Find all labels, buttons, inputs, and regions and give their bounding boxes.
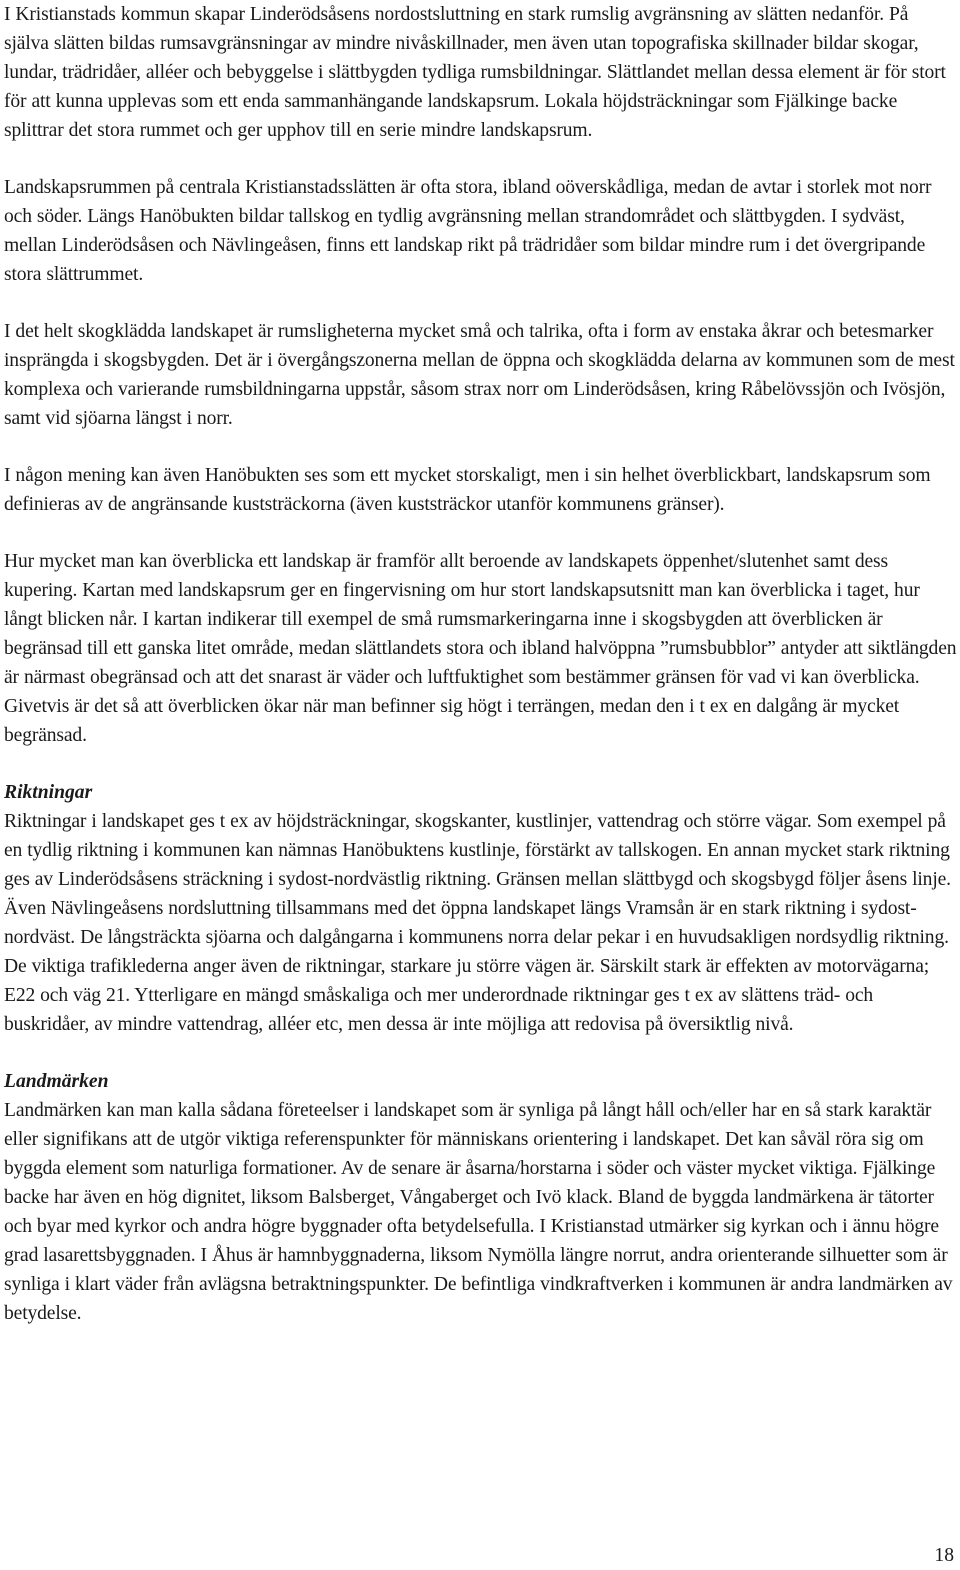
section-text-landmarken: Landmärken kan man kalla sådana företeelser i landskapet som är synliga på långt håll och/eller har en så stark karaktär eller signifikans att de utgör viktiga referenspunkter för människans orientering i landskapet. Det kan såväl röra sig om byggda element som naturliga formationer. Av de senare är åsarna/horstarna i söder och väster mycket viktiga. Fjälkinge backe har även en hög dignitet, liksom Balsberget, Vångaberget och Ivö klack. Bland de byggda landmärkena är tätorter och byar med kyrkor och andra högre byggnader ofta betydelsefulla. I Kristianstad utmärker sig kyrkan och i ännu högre grad lasarettsbyggnaden. I Åhus är hamnbyggnaderna, liksom Nymölla längre norrut, andra orienterande silhuetter som är synliga i klart väder från avlägsna betraktningspunkter. De befintliga vindkraftverken i kommunen är andra landmärken av betydelse. — [4, 1100, 953, 1324]
paragraph-gap — [4, 433, 958, 461]
page-number: 18 — [934, 1545, 954, 1566]
paragraph-hanobukten: I någon mening kan även Hanöbukten ses som ett mycket storskaligt, men i sin helhet överblickbart, landskapsrum som definieras av de angränsande kuststräckorna (även kuststräckor utanför kommunens gränser). — [4, 465, 931, 515]
paragraph-gap — [4, 750, 958, 778]
paragraph-kristianstad-plain: Landskapsrummen på centrala Kristianstadsslätten är ofta stora, ibland oöverskådliga, medan de avtar i storlek mot norr och söder. Längs Hanöbukten bildar tallskog en tydlig avgränsning mellan strandområdet och slättbygden. I sydväst, mellan Linderödsåsen och Nävlingeåsen, finns ett landskap rikt på trädridåer som bildar mindre rum i det övergripande stora slättrummet. — [4, 177, 932, 285]
section-text-riktningar: Riktningar i landskapet ges t ex av höjdsträckningar, skogskanter, kustlinjer, vattendrag och större vägar. Som exempel på en tydlig riktning i kommunen kan nämnas Hanöbuktens kustlinje, förstärkt av tallskogen. En annan mycket stark riktning ges av Linderödsåsens sträckning i sydost-nordvästlig riktning. Gränsen mellan slättbygd och skogsbygd följer åsens linje. Även Nävlingeåsens nordsluttning tillsammans med det öppna landskapet längs Vramsån är en stark riktning i sydost-nordväst. De långsträckta sjöarna och dalgångarna i kommunens norra delar pekar i en huvudsakligen nordsydlig riktning. De viktiga trafiklederna anger även de riktningar, starkare ju större vägen är. Särskilt stark är effekten av motorvägarna; E22 och väg 21. Ytterligare en mängd småskaliga och mer underordnade riktningar ges t ex av slättens träd- och buskridåer, av mindre vattendrag, alléer etc, men dessa är inte möjliga att redovisa på översiktlig nivå. — [4, 811, 951, 1035]
paragraph-gap — [4, 1039, 958, 1067]
paragraph-gap — [4, 519, 958, 547]
document-page — [4, 0, 958, 1328]
paragraph-gap — [4, 289, 958, 317]
section-heading-riktningar: Riktningar — [4, 782, 93, 803]
paragraph-forested-landscape: I det helt skogklädda landskapet är rumsligheterna mycket små och talrika, ofta i form av enstaka åkrar och betesmarker insprängda i skogsbygden. Det är i övergångszonerna mellan de öppna och skogklädda delarna av kommunen som de mest komplexa och varierande rumsbildningarna uppstår, såsom strax norr om Linderödsåsen, kring Råbelövssjön och Ivösjön, samt vid sjöarna längst i norr. — [4, 321, 955, 429]
section-riktningar — [4, 778, 958, 1039]
paragraph-overview: Hur mycket man kan överblicka ett landskap är framför allt beroende av landskapets öppenhet/slutenhet samt dess kupering. Kartan med landskapsrum ger en fingervisning om hur stort landskapsutsnitt man kan överblicka i taget, hur långt blicken når. I kartan indikerar till exempel de små rumsmarkeringarna inne i skogsbygden att överblicken är begränsad till ett ganska litet område, medan slättlandets stora och ibland halvöppna ”rumsbubblor” antyder att siktlängden är närmast obegränsad och att det snarast är väder och luftfuktighet som bestämmer gränsen för vad vi kan överblicka. Givetvis är det så att överblicken ökar när man befinner sig högt i terrängen, medan den i t ex en dalgång är mycket begränsad. — [4, 551, 957, 746]
paragraph-landscape-rooms-intro: I Kristianstads kommun skapar Linderödsåsens nordostsluttning en stark rumslig avgränsning av slätten nedanför. På själva slätten bildas rumsavgränsningar av mindre nivåskillnader, men även utan topografiska skillnader bildar skogar, lundar, trädridåer, alléer och bebyggelse i slättbygden tydliga rumsbildningar. Slättlandet mellan dessa element är för stort för att kunna upplevas som ett enda sammanhängande landskapsrum. Lokala höjdsträckningar som Fjälkinge backe splittrar det stora rummet och ger upphov till en serie mindre landskapsrum. — [4, 4, 946, 141]
section-landmarken — [4, 1067, 958, 1328]
paragraph-gap — [4, 145, 958, 173]
section-heading-landmarken: Landmärken — [4, 1071, 109, 1092]
